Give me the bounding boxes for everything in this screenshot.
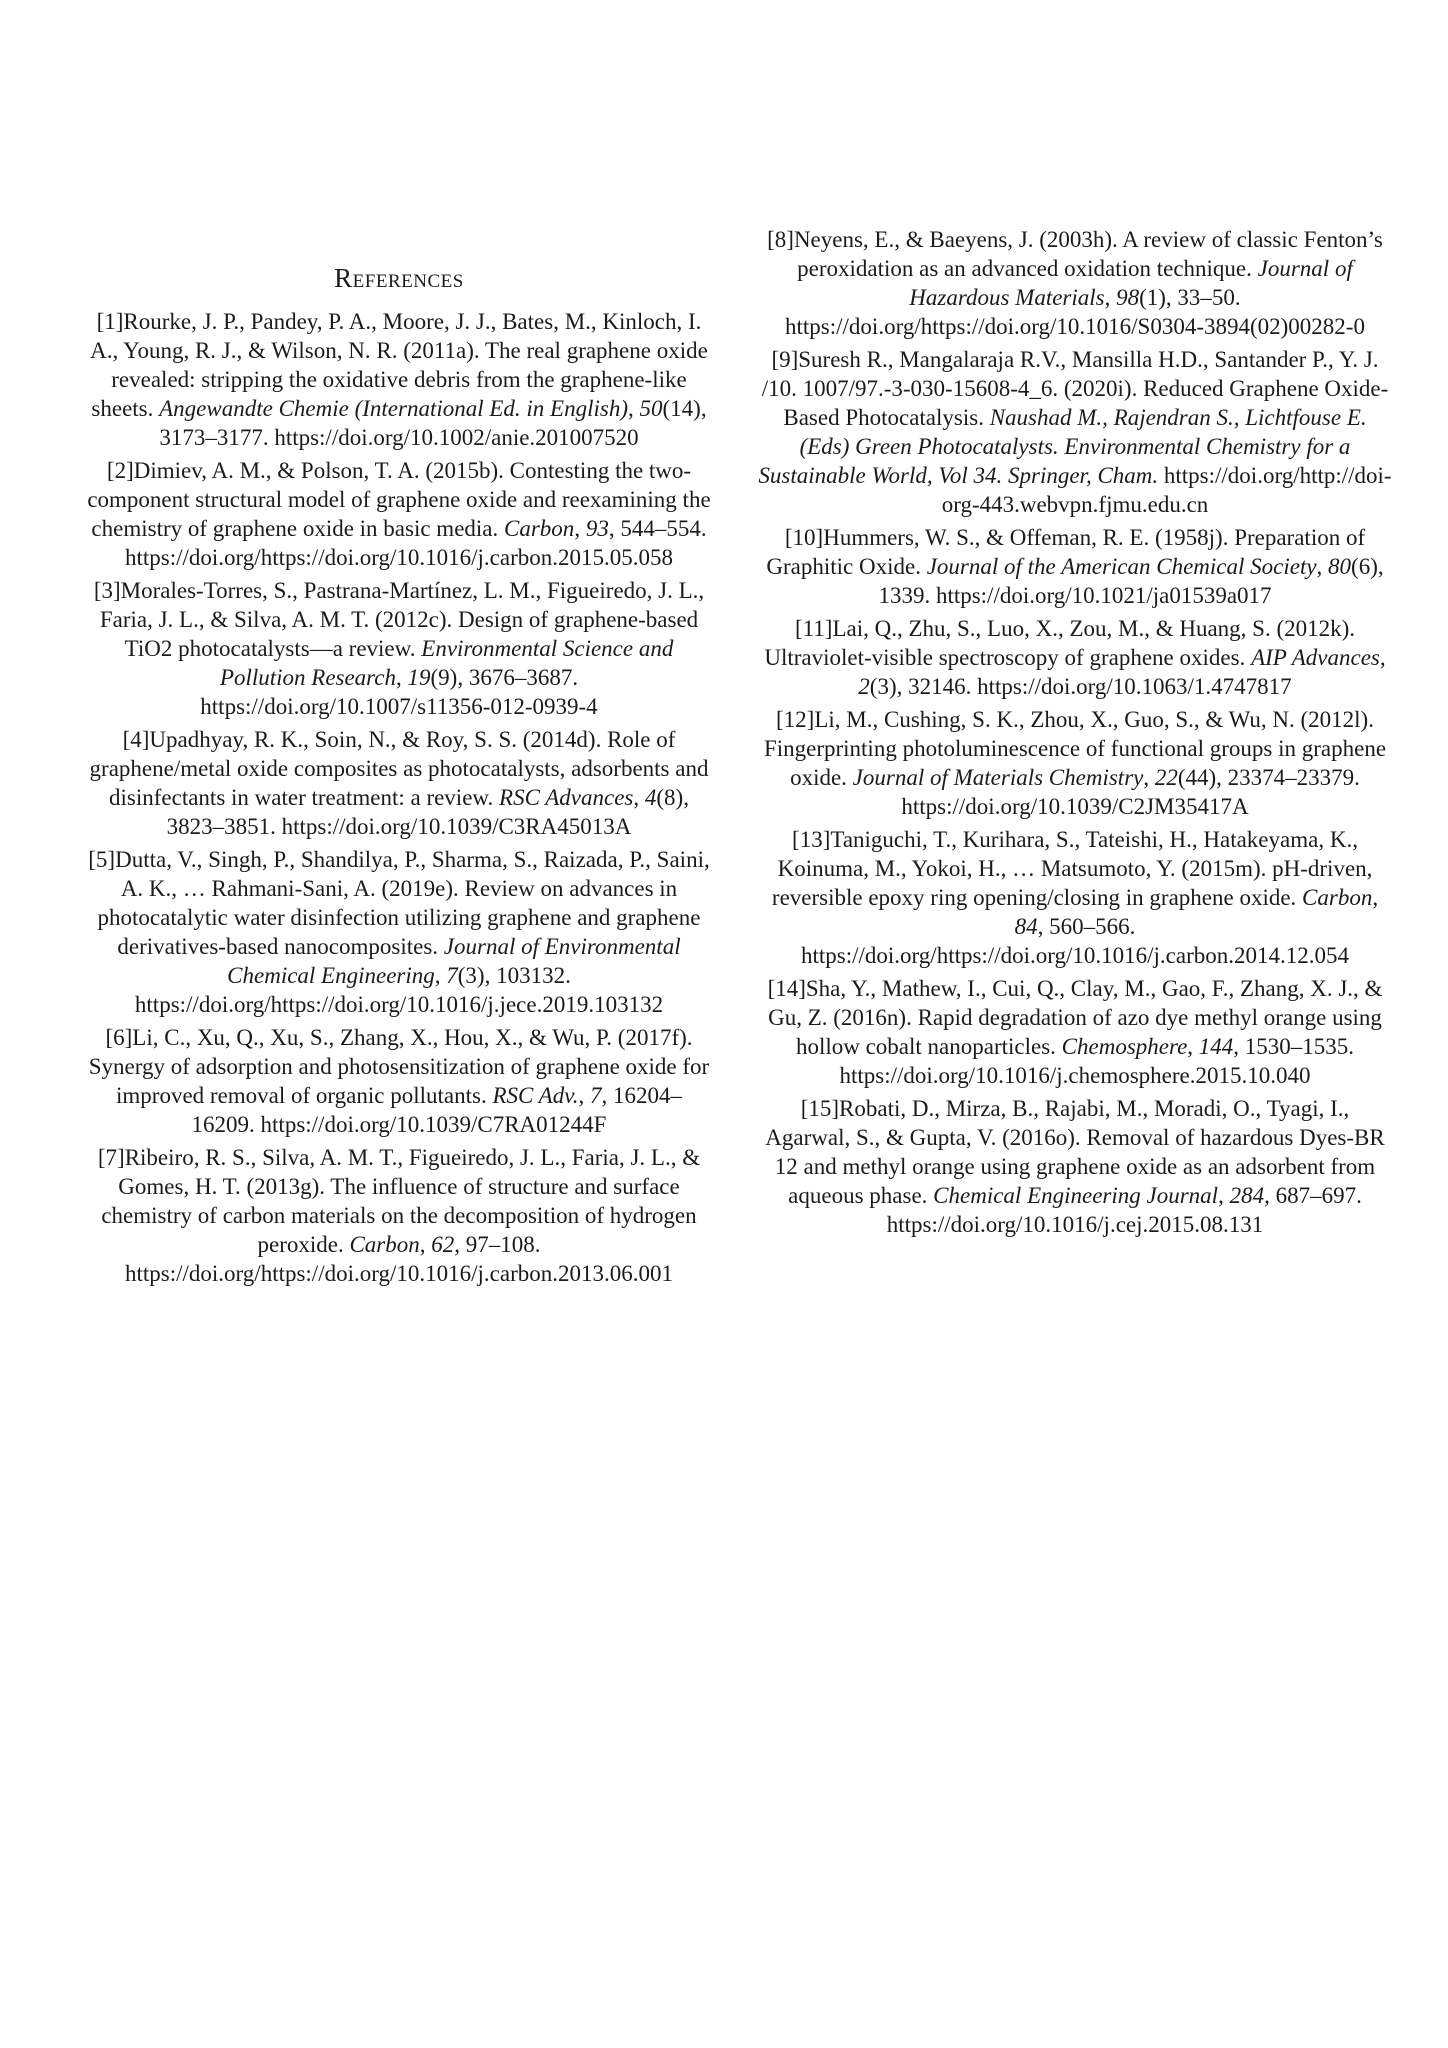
- reference-item: [758, 523, 1392, 610]
- reference-text: Dimiev, A. M., & Polson, T. A. (2015b). Contesting the two-component structural model of graphene oxide and reexamining the chemistry of graphene oxide in basic media. Carbon, 93, 544–554. https://doi.org/https://doi.org/10.1016/j.carbon.2015.05.058: [87, 458, 711, 570]
- reference-number: [8]: [767, 227, 794, 252]
- reference-text: Neyens, E., & Baeyens, J. (2003h). A review of classic Fenton’s peroxidation as an advanced oxidation technique. Journal of Hazardous Materials, 98(1), 33–50. https://doi.org/https://doi.org/10.1016/S0304-3894(02)00282-0: [785, 227, 1383, 339]
- reference-item: [85, 307, 713, 452]
- reference-item: [758, 1094, 1392, 1239]
- reference-item: [758, 614, 1392, 701]
- reference-number: [15]: [800, 1096, 840, 1121]
- reference-text: Ribeiro, R. S., Silva, A. M. T., Figueiredo, J. L., Faria, J. L., & Gomes, H. T. (2013g). The influence of structure and surface chemistry of carbon materials on the decomposition of hydrogen peroxide. Carbon, 62, 97–108. https://doi.org/https://doi.org/10.1016/j.carbon.2013.06.001: [101, 1145, 701, 1286]
- references-column-left: [85, 262, 713, 1292]
- reference-number: [7]: [97, 1145, 125, 1170]
- reference-text: Robati, D., Mirza, B., Rajabi, M., Moradi, O., Tyagi, I., Agarwal, S., & Gupta, V. (2016o). Removal of hazardous Dyes-BR 12 and methyl orange using graphene oxide as an adsorbent from aqueous phase. Chemical Engineering Journal, 284, 687–697. https://doi.org/10.1016/j.cej.2015.08.131: [765, 1096, 1385, 1237]
- reference-text: Rourke, J. P., Pandey, P. A., Moore, J. J., Bates, M., Kinloch, I. A., Young, R. J., & Wilson, N. R. (2011a). The real graphene oxide revealed: stripping the oxidative debris from the graphene-like sheets. Angewandte Chemie (International Ed. in English), 50(14), 3173–3177. https://doi.org/10.1002/anie.201007520: [90, 309, 708, 450]
- reference-text: Taniguchi, T., Kurihara, S., Tateishi, H., Hatakeyama, K., Koinuma, M., Yokoi, H., … Matsumoto, Y. (2015m). pH-driven, reversible epoxy ring opening/closing in graphene oxide. Carbon, 84, 560–566. https://doi.org/https://doi.org/10.1016/j.carbon.2014.12.054: [771, 827, 1379, 968]
- reference-number: [10]: [784, 525, 824, 550]
- reference-number: [6]: [105, 1025, 133, 1050]
- reference-item: [758, 345, 1392, 519]
- reference-text: Lai, Q., Zhu, S., Luo, X., Zou, M., & Huang, S. (2012k). Ultraviolet-visible spectroscopy of graphene oxides. AIP Advances, 2(3), 32146. https://doi.org/10.1063/1.4747817: [764, 616, 1386, 699]
- reference-text: Upadhyay, R. K., Soin, N., & Roy, S. S. (2014d). Role of graphene/metal oxide composites as photocatalysts, adsorbents and disinfectants in water treatment: a review. RSC Advances, 4(8), 3823–3851. https://doi.org/10.1039/C3RA45013A: [89, 727, 709, 839]
- reference-item: [85, 576, 713, 721]
- reference-text: Li, C., Xu, Q., Xu, S., Zhang, X., Hou, X., & Wu, P. (2017f). Synergy of adsorption and photosensitization of graphene oxide for improved removal of organic pollutants. RSC Adv., 7, 16204–16209. https://doi.org/10.1039/C7RA01244F: [88, 1025, 710, 1137]
- reference-item: [85, 1023, 713, 1139]
- reference-item: [85, 1143, 713, 1288]
- references-heading: References: [334, 263, 464, 293]
- reference-list-right: [758, 225, 1392, 1239]
- reference-item: [758, 825, 1392, 970]
- reference-item: [758, 974, 1392, 1090]
- reference-item: [758, 705, 1392, 821]
- reference-item: [758, 225, 1392, 341]
- reference-text: Li, M., Cushing, S. K., Zhou, X., Guo, S., & Wu, N. (2012l). Fingerprinting photoluminescence of functional groups in graphene oxide. Journal of Materials Chemistry, 22(44), 23374–23379. https://doi.org/10.1039/C2JM35417A: [763, 707, 1387, 819]
- reference-text: Suresh R., Mangalaraja R.V., Mansilla H.D., Santander P., Y. J. /10. 1007/97.-3-030-15608-4_6. (2020i). Reduced Graphene Oxide-Based Photocatalysis. Naushad M., Rajendran S., Lichtfouse E. (Eds) Green Photocatalysts. Environmental Chemistry for a Sustainable World, Vol 34. Springer, Cham. https://doi.org/http://doi-org-443.webvpn.fjmu.edu.cn: [758, 347, 1392, 517]
- reference-number: [5]: [88, 847, 116, 872]
- reference-item: [85, 845, 713, 1019]
- reference-text: Morales-Torres, S., Pastrana-Martínez, L. M., Figueiredo, J. L., Faria, J. L., & Silva, A. M. T. (2012c). Design of graphene-based TiO2 photocatalysts—a review. Environmental Science and Pollution Research, 19(9), 3676–3687. https://doi.org/10.1007/s11356-012-0939-4: [99, 578, 705, 719]
- reference-item: [85, 725, 713, 841]
- reference-text: Dutta, V., Singh, P., Shandilya, P., Sharma, S., Raizada, P., Saini, A. K., … Rahmani-Sani, A. (2019e). Review on advances in photocatalytic water disinfection utilizing graphene and graphene derivatives-based nanocomposites. Journal of Environmental Chemical Engineering, 7(3), 103132. https://doi.org/https://doi.org/10.1016/j.jece.2019.103132: [97, 847, 710, 1017]
- reference-number: [9]: [771, 347, 799, 372]
- reference-number: [4]: [122, 727, 150, 752]
- reference-number: [11]: [794, 616, 833, 641]
- reference-text: Hummers, W. S., & Offeman, R. E. (1958j). Preparation of Graphitic Oxide. Journal of the American Chemical Society, 80(6), 1339. https://doi.org/10.1021/ja01539a017: [766, 525, 1384, 608]
- reference-list-left: [85, 307, 713, 1288]
- reference-number: [1]: [96, 309, 124, 334]
- reference-item: [85, 456, 713, 572]
- reference-number: [2]: [106, 458, 134, 483]
- reference-number: [3]: [93, 578, 121, 603]
- reference-number: [12]: [776, 707, 815, 732]
- reference-number: [13]: [792, 827, 831, 852]
- reference-text: Sha, Y., Mathew, I., Cui, Q., Clay, M., Gao, F., Zhang, X. J., & Gu, Z. (2016n). Rapid degradation of azo dye methyl orange using hollow cobalt nanoparticles. Chemosphere, 144, 1530–1535. https://doi.org/10.1016/j.chemosphere.2015.10.040: [768, 976, 1383, 1088]
- reference-number: [14]: [767, 976, 806, 1001]
- references-column-right: [758, 225, 1392, 1243]
